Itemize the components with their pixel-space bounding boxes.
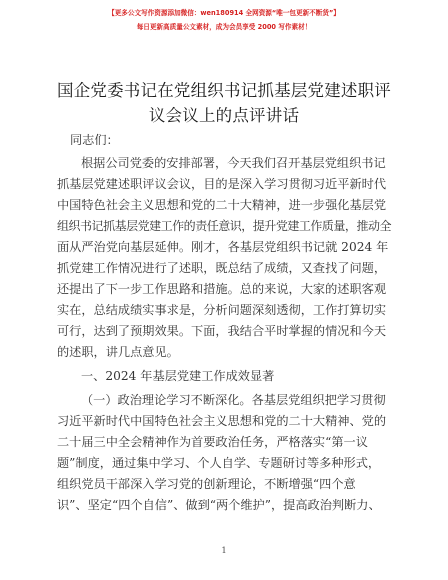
paragraph-line: 还提出了下一步工作思路和措施。总的来说，大家的述职客观 [57, 282, 387, 296]
paragraph-line: 组织书记抓基层党建工作的责任意识，提升党建工作质量，推动全 [57, 219, 391, 233]
paragraph-line: 抓基层党建述职评议会议，目的是深入学习贯彻习近平新时代 [57, 177, 387, 191]
document-title-line-1: 国企党委书记在党组织书记抓基层党建述职评 [57, 81, 391, 100]
section-heading: 一、2024 年基层党建工作成效显著 [81, 369, 275, 383]
paragraph-line: 抓党建工作情况进行了述职，既总结了成绩，又查找了问题， [57, 261, 387, 275]
paragraph-line: 可行，达到了预期效果。下面，我结合平时掌握的情况和今天 [57, 324, 387, 338]
paragraph-line: 中国特色社会主义思想和党的二十大精神，进一步强化基层党 [57, 198, 387, 212]
page-number: 1 [221, 546, 227, 555]
paragraph-line: 面从严治党向基层延伸。刚才，各基层党组织书记就 2024 年 [57, 240, 389, 254]
paragraph-line: 的述职，讲几点意见。 [57, 345, 179, 359]
paragraph-line: （一）政治理论学习不断深化。各基层党组织把学习贯彻 [81, 393, 386, 407]
promo-banner-line-1: 【更多公文写作资源添加微信：wen180914 全网资源“唯一包更新不断货”】 [108, 9, 340, 17]
paragraph-line: 二十届三中全会精神作为首要政治任务，严格落实“第一议 [57, 435, 368, 449]
paragraph-line: 题”制度，通过集中学习、个人自学、专题研讨等多种形式， [57, 456, 381, 470]
paragraph-line: 识”、坚定“四个自信”、做到“两个维护”，提高政治判断力、 [57, 498, 381, 512]
paragraph-line: 根据公司党委的安排部署，今天我们召开基层党组织书记 [81, 156, 386, 170]
promo-banner-line-2: 每日更新高质量公文素材，成为会员享受 2000 写作素材！ [136, 23, 312, 31]
paragraph-line: 组织党员干部深入学习党的创新理论，不断增强“四个意 [57, 477, 356, 491]
paragraph-line: 习近平新时代中国特色社会主义思想和党的二十大精神、党的 [57, 414, 387, 428]
paragraph-line: 实在，总结成绩实事求是，分析问题深刻透彻，工作打算切实 [57, 303, 387, 317]
salutation: 同志们： [70, 133, 119, 147]
document-title-line-2: 议会议上的点评讲话 [148, 106, 300, 125]
